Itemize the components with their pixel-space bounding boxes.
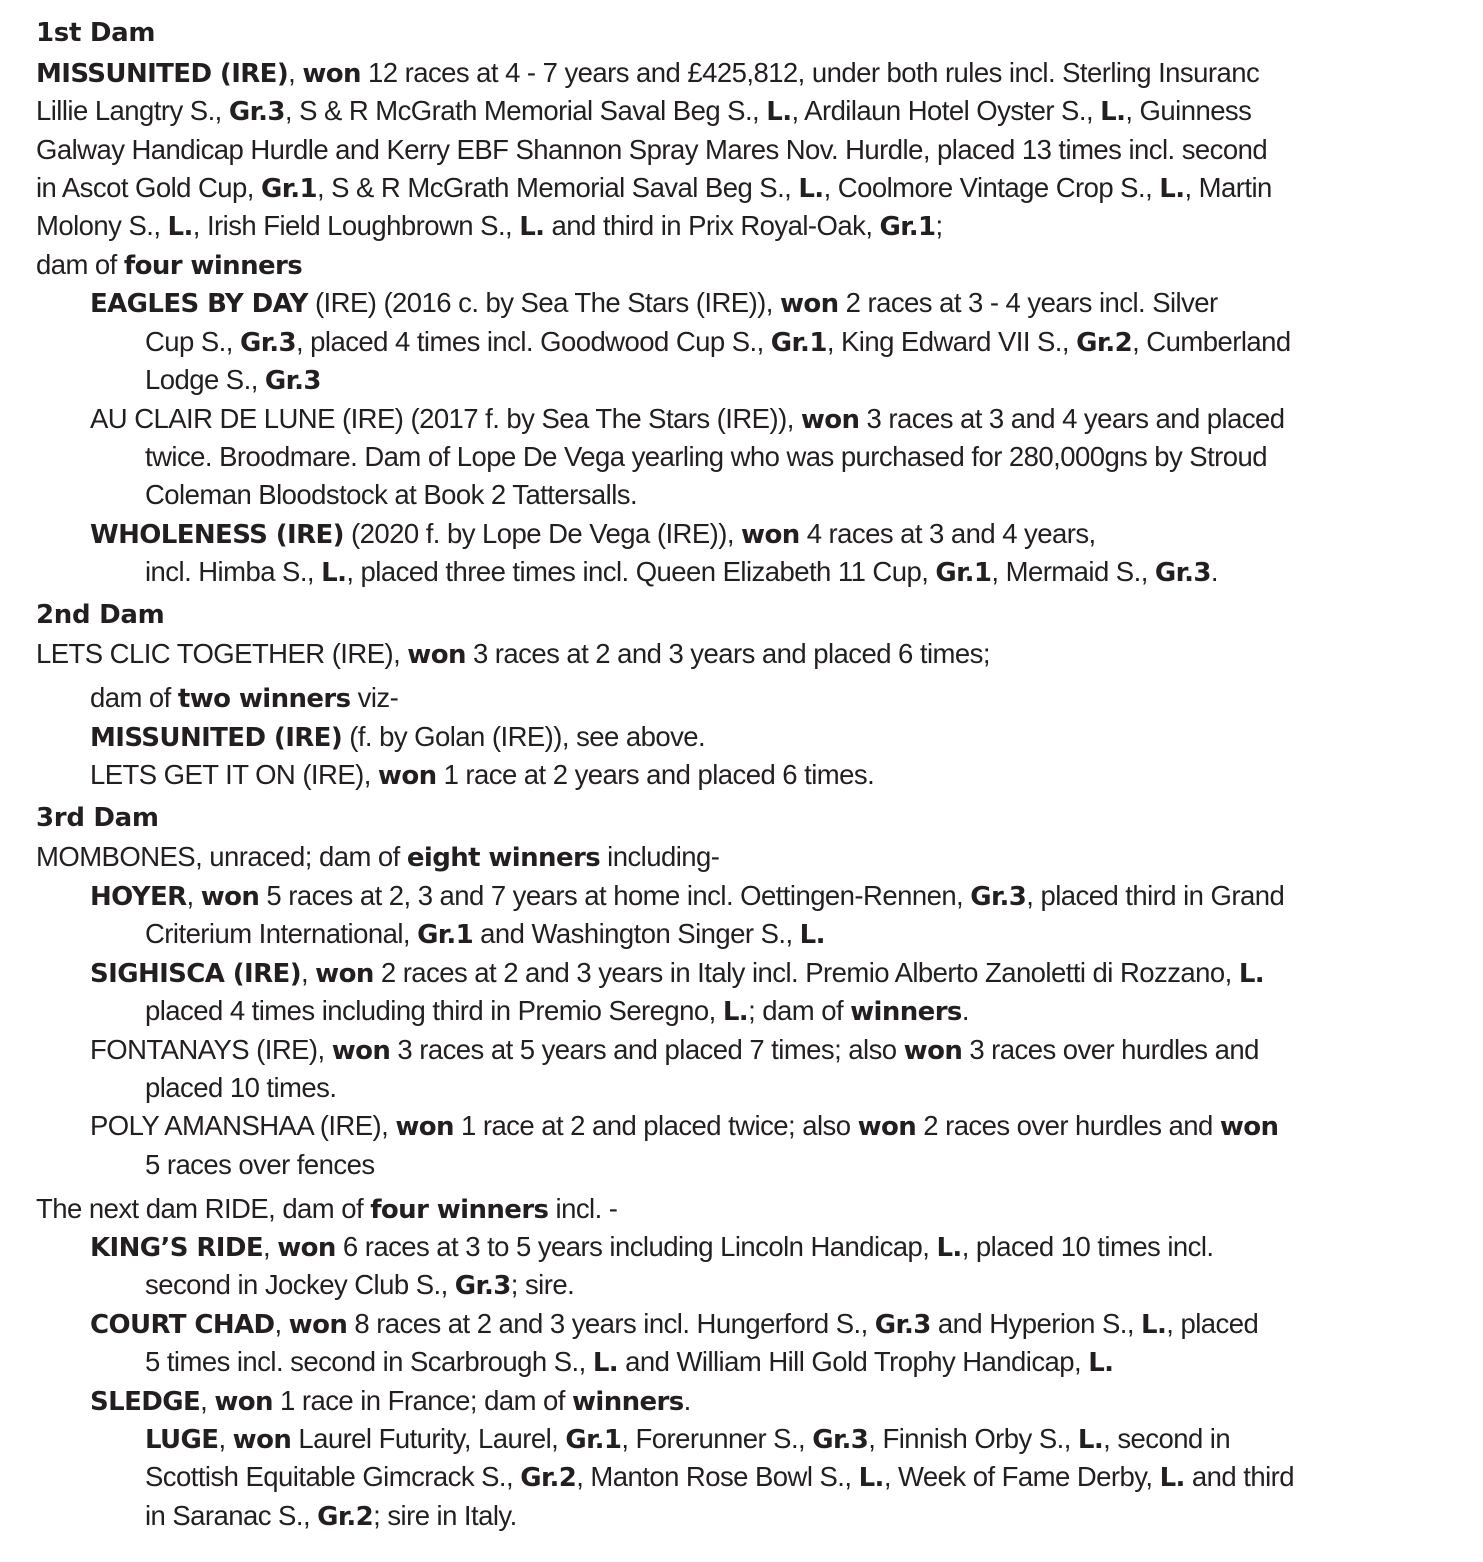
text-run: 2 races over hurdles and	[916, 1110, 1220, 1141]
text-run: placed 10 times.	[145, 1072, 337, 1103]
text-line	[90, 1036, 1259, 1064]
bold-text: L.	[722, 997, 749, 1027]
bold-text: Gr.2	[317, 1502, 374, 1532]
text-line	[36, 136, 1267, 164]
bold-text: won	[302, 59, 361, 89]
bold-text: MISSUNITED (IRE)	[36, 59, 289, 89]
text-run: , second in	[1103, 1423, 1231, 1454]
text-run: and Hyperion S.,	[930, 1308, 1142, 1339]
text-run: 2 races at 3 - 4 years incl. Silver	[838, 287, 1218, 318]
bold-text: Gr.2	[1076, 328, 1133, 358]
text-run: MOMBONES, unraced; dam of	[36, 841, 407, 872]
text-run: Scottish Equitable Gimcrack S.,	[145, 1461, 521, 1492]
bold-text: Gr.1	[565, 1425, 622, 1455]
text-run: ,	[186, 880, 201, 911]
text-line	[145, 1348, 1113, 1376]
text-line	[145, 328, 1291, 356]
text-run: 5 races at 2, 3 and 7 years at home incl. Oettingen-Rennen,	[259, 880, 971, 911]
text-run: , Guinness	[1125, 95, 1252, 126]
bold-text: Gr.1	[879, 212, 936, 242]
text-run: ,	[263, 1231, 278, 1262]
bold-text: won	[214, 1387, 273, 1417]
text-run: , Coolmore Vintage Crop S.,	[823, 172, 1160, 203]
text-run: ; dam of	[748, 995, 851, 1026]
text-run: POLY AMANSHAA (IRE),	[90, 1110, 396, 1141]
text-run: 3 races over hurdles and	[962, 1034, 1259, 1065]
text-run: ,	[218, 1423, 233, 1454]
text-line	[90, 289, 1218, 317]
text-run: ; sire in Italy.	[373, 1500, 517, 1531]
bold-text: L.	[167, 212, 193, 242]
bold-text: Gr.3	[228, 97, 285, 127]
text-run: dam of	[90, 682, 178, 713]
bold-text: won	[288, 1310, 348, 1340]
bold-text: HOYER	[90, 882, 187, 912]
text-run: Galway Handicap Hurdle and Kerry EBF Shannon Spray Mares Nov. Hurdle, placed 13 times incl. second	[36, 134, 1268, 165]
bold-text: L.	[592, 1348, 619, 1378]
text-run: and third	[1184, 1461, 1294, 1492]
bold-text: L.	[798, 174, 824, 204]
text-line	[145, 1502, 517, 1530]
text-run: twice. Broodmare. Dam of Lope De Vega yearling who was purchased for 280,000gns by Stroud	[145, 441, 1268, 472]
text-line	[145, 366, 321, 394]
text-line	[90, 761, 874, 789]
text-line	[90, 405, 1285, 433]
text-run: AU CLAIR DE LUNE (IRE) (2017 f. by Sea The Stars (IRE)),	[90, 403, 801, 434]
text-line	[90, 1233, 1214, 1261]
bold-text: LUGE	[145, 1425, 219, 1455]
text-run: ;	[935, 210, 943, 241]
text-line	[36, 1195, 617, 1223]
text-run: , Manton Rose Bowl S.,	[576, 1461, 859, 1492]
bold-text: L.	[1088, 1348, 1114, 1378]
bold-text: four winners	[123, 251, 303, 281]
section-heading: 2nd Dam	[36, 600, 165, 630]
text-run: LETS GET IT ON (IRE),	[90, 759, 378, 790]
text-run: 3 races at 5 years and placed 7 times; also	[390, 1034, 904, 1065]
text-line	[145, 443, 1267, 471]
text-line	[145, 1271, 574, 1299]
text-line	[90, 882, 1284, 910]
bold-text: Gr.3	[812, 1425, 869, 1455]
text-run: ,	[274, 1308, 289, 1339]
text-line	[145, 1463, 1294, 1491]
text-run: ,	[300, 957, 316, 988]
text-run: FONTANAYS (IRE),	[90, 1034, 332, 1065]
text-run: and Washington Singer S.,	[473, 918, 800, 949]
text-run: ; sire.	[510, 1269, 575, 1300]
bold-text: L.	[1238, 959, 1265, 989]
bold-text: Gr.1	[935, 558, 992, 588]
text-run: 12 races at 4 - 7 years and £425,812, under both rules incl. Sterling Insuranc	[360, 57, 1260, 88]
bold-text: won	[903, 1036, 963, 1066]
bold-text: L.	[1100, 97, 1126, 127]
text-run: 6 races at 3 to 5 years including Lincoln Handicap,	[335, 1231, 937, 1262]
text-run: dam of	[36, 249, 124, 280]
text-run: 4 races at 3 and 4 years,	[799, 518, 1096, 549]
section-heading: 3rd Dam	[36, 803, 159, 833]
bold-text: won	[741, 520, 800, 550]
text-run: , Cumberland	[1132, 326, 1291, 357]
text-run: LETS CLIC TOGETHER (IRE),	[36, 638, 408, 669]
text-run: in Saranac S.,	[145, 1500, 318, 1531]
bold-text: L.	[1159, 174, 1185, 204]
text-line	[90, 959, 1264, 987]
text-run: .	[1210, 556, 1218, 587]
text-run: 3 races at 3 and 4 years and placed	[859, 403, 1285, 434]
text-line	[145, 1425, 1230, 1453]
text-run: , placed 4 times incl. Goodwood Cup S.,	[295, 326, 771, 357]
bold-text: SIGHISCA (IRE)	[90, 959, 301, 989]
text-run: 1 race at 2 and placed twice; also	[453, 1110, 858, 1141]
bold-text: won	[331, 1036, 391, 1066]
bold-text: Gr.2	[520, 1463, 577, 1493]
bold-text: won	[1219, 1112, 1279, 1142]
bold-text: won	[779, 289, 839, 319]
text-line	[90, 520, 1096, 548]
bold-text: winners	[571, 1387, 684, 1417]
text-run: , King Edward VII S.,	[826, 326, 1077, 357]
text-run: , placed 10 times incl.	[961, 1231, 1214, 1262]
text-run: Molony S.,	[36, 210, 168, 241]
bold-text: won	[377, 761, 437, 791]
text-run: incl. Himba S.,	[145, 556, 322, 587]
bold-text: four winners	[370, 1195, 549, 1225]
bold-text: won	[857, 1112, 917, 1142]
text-run: (f. by Golan (IRE)), see above.	[342, 721, 706, 752]
bold-text: L.	[1159, 1463, 1185, 1493]
bold-text: Gr.3	[264, 366, 321, 396]
text-run: ,	[288, 57, 303, 88]
bold-text: WHOLENESS (IRE)	[90, 520, 344, 550]
bold-text: won	[232, 1425, 292, 1455]
bold-text: eight winners	[406, 843, 601, 873]
text-line	[36, 640, 990, 668]
bold-text: L.	[858, 1463, 884, 1493]
text-run: (2020 f. by Lope De Vega (IRE)),	[343, 518, 742, 549]
text-run: incl. -	[548, 1193, 618, 1224]
text-run: 2 races at 2 and 3 years in Italy incl. Premio Alberto Zanoletti di Rozzano,	[373, 957, 1239, 988]
text-run: and William Hill Gold Trophy Handicap,	[618, 1346, 1089, 1377]
text-run: 1 race at 2 years and placed 6 times.	[436, 759, 875, 790]
text-line	[145, 481, 637, 509]
text-run: in Ascot Gold Cup,	[36, 172, 261, 203]
text-run: and third in Prix Royal-Oak,	[544, 210, 880, 241]
text-run: including-	[600, 841, 720, 872]
text-run: 5 times incl. second in Scarbrough S.,	[145, 1346, 593, 1377]
bold-text: Gr.3	[1154, 558, 1211, 588]
bold-text: won	[277, 1233, 336, 1263]
text-line	[145, 1151, 375, 1179]
text-run: second in Jockey Club S.,	[145, 1269, 455, 1300]
bold-text: L.	[936, 1233, 962, 1263]
text-run: , S & R McGrath Memorial Saval Beg S.,	[316, 172, 799, 203]
text-run: 3 races at 2 and 3 years and placed 6 times;	[465, 638, 990, 669]
text-line	[36, 59, 1259, 87]
bold-text: winners	[850, 997, 962, 1027]
bold-text: Gr.1	[770, 328, 827, 358]
text-run: , Martin	[1184, 172, 1272, 203]
text-run: .	[961, 995, 969, 1026]
text-run: 1 race in France; dam of	[272, 1385, 572, 1416]
bold-text: MISSUNITED (IRE)	[90, 723, 343, 753]
text-run: Lodge S.,	[145, 364, 265, 395]
text-run: , S & R McGrath Memorial Saval Beg S.,	[284, 95, 767, 126]
text-line	[145, 558, 1218, 586]
section-heading: 1st Dam	[36, 18, 156, 48]
text-line	[90, 723, 705, 751]
bold-text: SLEDGE	[90, 1387, 201, 1417]
bold-text: COURT CHAD	[90, 1310, 275, 1340]
text-run: , placed	[1166, 1308, 1259, 1339]
text-run: Lillie Langtry S.,	[36, 95, 229, 126]
bold-text: Gr.3	[239, 328, 296, 358]
bold-text: won	[315, 959, 374, 989]
text-line	[145, 1074, 336, 1102]
text-run: viz-	[350, 682, 399, 713]
text-run: Criterium International,	[145, 918, 418, 949]
text-run: 8 races at 2 and 3 years incl. Hungerford S.,	[347, 1308, 875, 1339]
bold-text: L.	[799, 920, 825, 950]
text-line	[145, 920, 825, 948]
text-line	[36, 212, 943, 240]
text-run: , Forerunner S.,	[621, 1423, 813, 1454]
text-line	[36, 843, 719, 871]
bold-text: won	[800, 405, 860, 435]
bold-text: won	[395, 1112, 454, 1142]
text-line	[90, 684, 398, 712]
text-run: placed 4 times including third in Premio Seregno,	[145, 995, 723, 1026]
bold-text: L.	[519, 212, 545, 242]
text-line	[90, 1112, 1278, 1140]
bold-text: Gr.3	[970, 882, 1027, 912]
text-run: Cup S.,	[145, 326, 240, 357]
bold-text: Gr.1	[260, 174, 317, 204]
text-line	[90, 1387, 691, 1415]
text-run: 5 races over fences	[145, 1149, 375, 1180]
text-run: .	[683, 1385, 691, 1416]
text-run: ,	[200, 1385, 215, 1416]
text-line	[90, 1310, 1258, 1338]
bold-text: won	[200, 882, 260, 912]
bold-text: L.	[1141, 1310, 1167, 1340]
text-run: Laurel Futurity, Laurel,	[291, 1423, 566, 1454]
text-run: , Mermaid S.,	[991, 556, 1155, 587]
bold-text: Gr.1	[417, 920, 474, 950]
text-run: , Ardilaun Hotel Oyster S.,	[791, 95, 1101, 126]
bold-text: Gr.3	[454, 1271, 511, 1301]
text-line	[36, 174, 1272, 202]
text-run: (IRE) (2016 c. by Sea The Stars (IRE)),	[307, 287, 780, 318]
bold-text: KING’S RIDE	[90, 1233, 264, 1263]
text-line	[36, 97, 1251, 125]
bold-text: L.	[321, 558, 347, 588]
bold-text: L.	[766, 97, 792, 127]
text-run: , Week of Fame Derby,	[883, 1461, 1160, 1492]
bold-text: two winners	[177, 684, 351, 714]
bold-text: L.	[1077, 1425, 1104, 1455]
text-run: , Irish Field Loughbrown S.,	[192, 210, 520, 241]
text-run: The next dam RIDE, dam of	[36, 1193, 371, 1224]
text-run: , placed third in Grand	[1026, 880, 1285, 911]
text-run: , Finnish Orby S.,	[868, 1423, 1078, 1454]
text-line	[145, 997, 969, 1025]
text-run: , placed three times incl. Queen Elizabeth 11 Cup,	[346, 556, 936, 587]
text-run: Coleman Bloodstock at Book 2 Tattersalls.	[145, 479, 638, 510]
bold-text: EAGLES BY DAY	[90, 289, 308, 319]
bold-text: Gr.3	[874, 1310, 931, 1340]
text-line	[36, 251, 302, 279]
bold-text: won	[407, 640, 466, 670]
